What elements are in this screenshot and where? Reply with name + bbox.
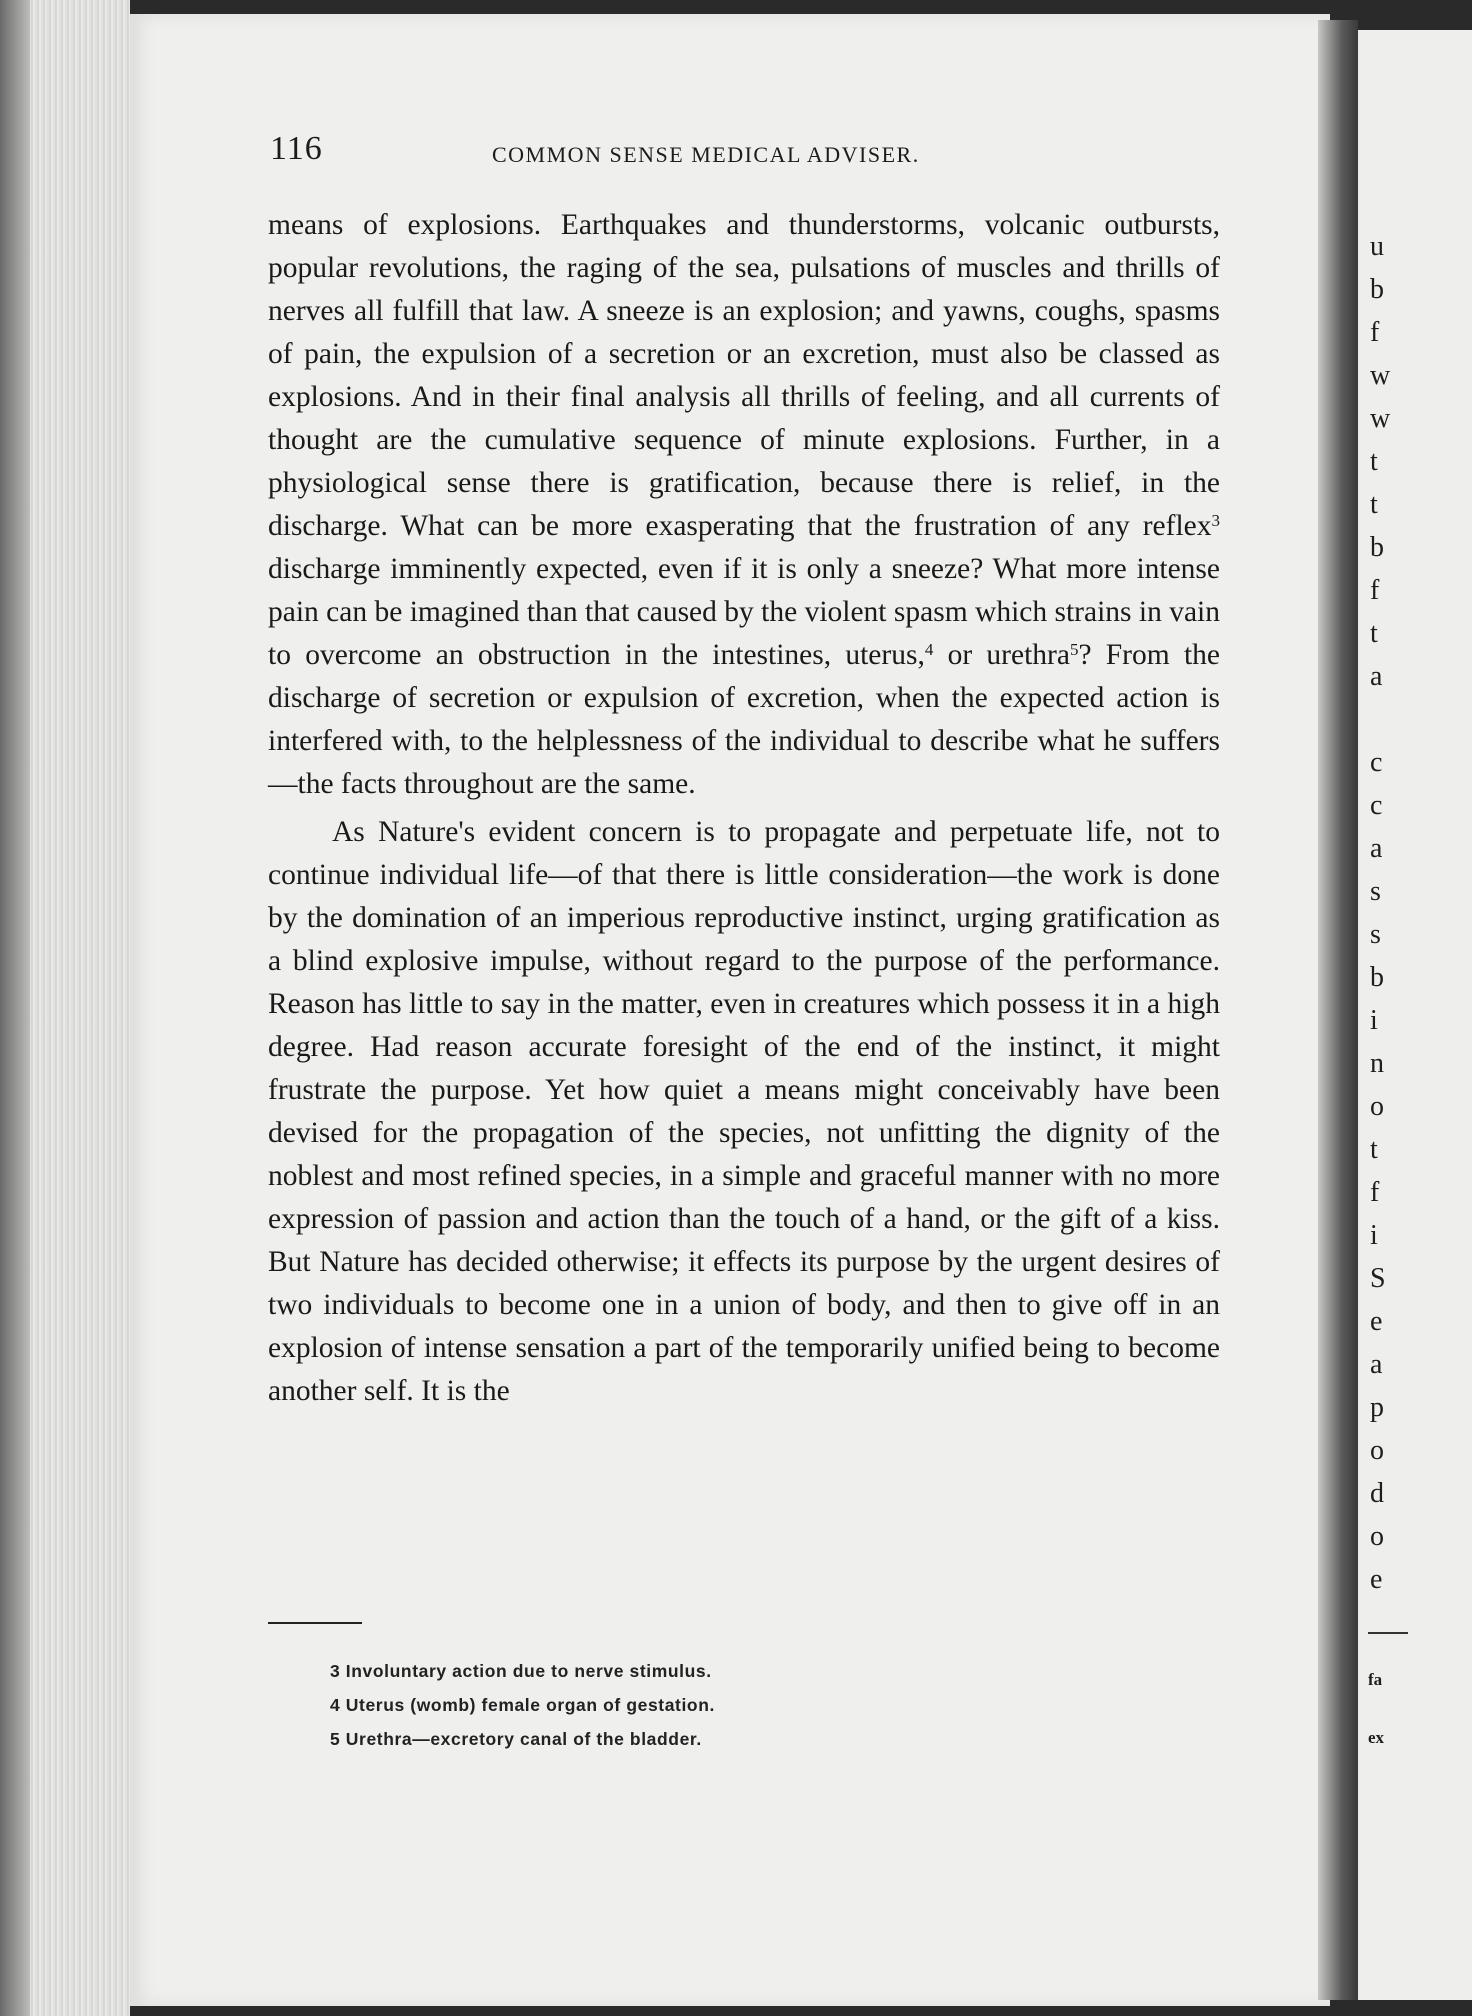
footnote-5: 5 Urethra—excretory canal of the bladder. bbox=[330, 1729, 702, 1749]
facing-footnote-divider bbox=[1368, 1632, 1408, 1634]
paragraph-1: means of explosions. Earthquakes and thunderstorms, volcanic outbursts, popular revolutions, the raging of the sea, pulsations of muscles and thrills of nerves all fulfill that law. A sneeze is an explosion; and yawns, coughs, spasms of pain, the expulsion of a secretion or an excretion, must also be classed as explosions. And in their final analysis all thrills of feeling, and all currents of thought are the cumulative sequence of minute explosions. Further, in a physiological sense there is gratification, because there is relief, in the discharge. What can be more exasperating that the frustration of any reflex$^3$ discharge imminently expected, even if it is only a sneeze? What more intense pain can be imagined than that caused by the violent spasm which strains in vain to overcome an obstruction in the intestines, uterus,$^4$ or urethra$^5$? From the discharge of secretion or expulsion of excretion, when the expected action is interfered with, to the helplessness of the individual to describe what he suffers—the facts throughout are the same. bbox=[268, 209, 1220, 800]
footnote-divider bbox=[268, 1622, 362, 1624]
footnote-ref-4: 4 bbox=[924, 640, 934, 659]
book-gutter bbox=[1318, 20, 1358, 2000]
footnote-3: 3 Involuntary action due to nerve stimulus. bbox=[330, 1661, 712, 1681]
facing-page-fragment bbox=[1358, 30, 1472, 2000]
paragraph-2: As Nature's evident concern is to propagate and perpetuate life, not to continue individual life—of that there is little consideration—the work is done by the domination of an imperious reproductive instinct, urging gratification as a blind explosive impulse, without regard to the purpose of the performance. Reason has little to say in the matter, even in creatures which possess it in a high degree. Had reason accurate foresight of the end of the instinct, it might frustrate the purpose. Yet how quiet a means might conceivably have been devised for the propagation of the species, not unfitting the dignity of the noblest and most refined species, in a simple and graceful manner with no more expression of passion and action than the touch of a hand, or the gift of a kiss. But Nature has decided otherwise; it effects its purpose by the urgent desires of two individuals to become one in a union of body, and then to give off in an explosion of intense sensation a part of the temporarily unified being to become another self. It is the bbox=[268, 816, 1220, 1407]
footnote-ref-3: 3 bbox=[1211, 511, 1220, 530]
facing-page-line-starts: u b f w w t t b f t a c c a s s b i n o t f i S e a p o d o e bbox=[1370, 231, 1391, 1595]
page-header bbox=[270, 130, 1220, 170]
book-spine-shadow bbox=[0, 0, 30, 2016]
footnote-4: 4 Uterus (womb) female organ of gestation. bbox=[330, 1695, 715, 1715]
running-head: COMMON SENSE MEDICAL ADVISER. bbox=[492, 142, 920, 167]
page-number: 116 bbox=[270, 130, 323, 167]
facing-footnote-1: fa bbox=[1368, 1670, 1383, 1689]
facing-footnote-2: ex bbox=[1368, 1728, 1385, 1747]
footnote-ref-5: 5 bbox=[1069, 640, 1079, 659]
footnotes bbox=[330, 1654, 715, 1756]
body-text bbox=[268, 204, 1220, 1413]
